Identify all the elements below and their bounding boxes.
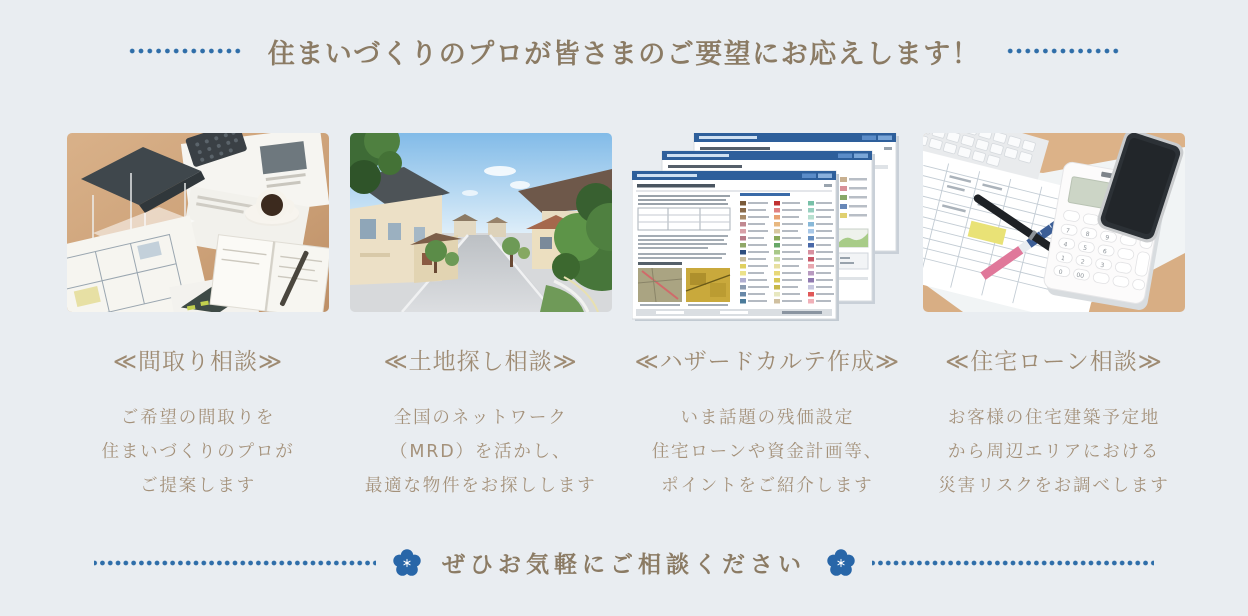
svg-text:00: 00 [1075, 271, 1085, 280]
svg-text:5: 5 [1082, 244, 1088, 253]
dotted-line-right [1006, 48, 1120, 54]
footer-message: ぜひお気軽にご相談ください [442, 552, 806, 578]
svg-text:4: 4 [1062, 241, 1068, 249]
dotted-line-bottom-left [94, 560, 376, 566]
dotted-line-left [128, 48, 242, 54]
footer [0, 546, 1248, 579]
services-row [0, 133, 1248, 503]
svg-text:1: 1 [1060, 254, 1066, 263]
plum-blossom-icon [392, 548, 422, 578]
service-heading: ≪土地探し相談≫ [383, 349, 578, 375]
calculator-desk-illustration [923, 133, 1185, 312]
plum-blossom-icon [826, 548, 856, 578]
service-description: お客様の住宅建築予定地 から周辺エリアにおける 災害リスクをお調べします [938, 408, 1170, 496]
desk-model-illustration [67, 133, 329, 312]
service-heading: ≪ハザードカルテ作成≫ [634, 349, 901, 375]
svg-text:7: 7 [1065, 227, 1071, 235]
service-heading: ≪間取り相談≫ [112, 349, 284, 375]
svg-text:9: 9 [1104, 234, 1110, 242]
service-heading: ≪住宅ローン相談≫ [945, 349, 1163, 375]
service-description: 全国のネットワーク （MRD）を活かし、 最適な物件をお探しします [364, 408, 597, 496]
svg-text:6: 6 [1102, 248, 1108, 256]
service-card-land-search [350, 133, 612, 503]
notebook-icon [210, 235, 329, 312]
document-stack-illustration [632, 133, 902, 321]
page-title: 住まいづくりのプロが皆さまのご要望にお応えします！ [267, 38, 981, 70]
dotted-line-bottom-right [872, 560, 1154, 566]
residential-street-photo [350, 133, 612, 312]
svg-text:8: 8 [1084, 230, 1090, 239]
service-description: いま話題の残価設定 住宅ローンや資金計画等、 ポイントをご紹介します [651, 408, 883, 496]
service-card-floor-plan [67, 133, 329, 503]
service-card-hazard-karte [632, 133, 902, 503]
service-card-loan [923, 133, 1185, 503]
svg-text:3: 3 [1099, 261, 1105, 270]
header [0, 0, 1248, 70]
street-illustration [350, 133, 612, 312]
hazard-karte-documents-photo [632, 133, 902, 312]
loan-calculator-photo [923, 133, 1185, 312]
svg-text:0: 0 [1057, 268, 1063, 277]
service-description: ご希望の間取りを 住まいづくりのプロが ご提案します [101, 408, 295, 496]
svg-text:2: 2 [1080, 258, 1086, 266]
floor-plan-model-photo [67, 133, 329, 312]
